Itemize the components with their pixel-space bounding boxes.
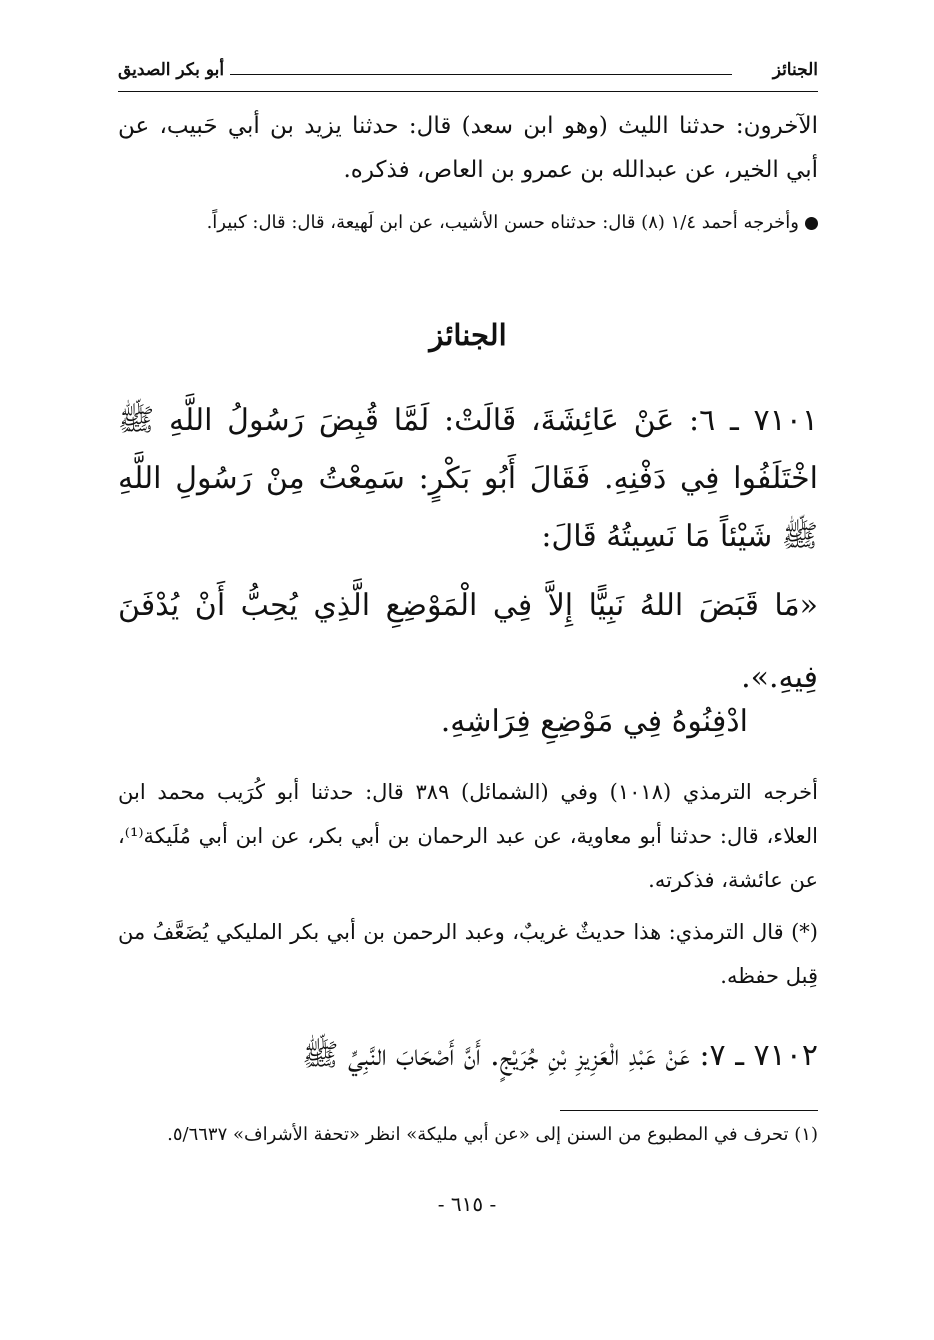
header-underline [118, 91, 818, 92]
page-number: - ٦١٥ - [437, 1192, 497, 1216]
prophetic-quote: «مَا قَبَضَ اللهُ نَبِيًّا إِلاَّ فِي الْمَوْضِعِ الَّذِي يُحِبُّ أَنْ يُدْفَنَ فِيهِ.». [118, 588, 818, 695]
comment-paragraph: (*) قال الترمذي: هذا حديثٌ غريبٌ، وعبد الرحمن بن أبي بكر المليكي يُضَعَّفُ من قِبل حفظه. [118, 920, 818, 988]
takhrij-paragraph: أخرجه الترمذي (١٠١٨) وفي (الشمائل) ٣٨٩ قال: حدثنا أبو كُرَيب محمد ابن العلاء، قال: حدثنا أبو معاوية، عن عبد الرحمان بن أبي بكر، عن ابن أبي مُلَيكة⁽¹⁾، عن عائشة، فذكرته. [118, 780, 818, 892]
footnote: (١) تحرف في المطبوع من السنن إلى «عن أبي مليكة» انظر «تحفة الأشراف» ٥/٦٦٣٧. [167, 1124, 818, 1145]
hadith-7102: ٧١٠٢ ـ ٧: عَنْ عَبْدِ الْعَزِيزِ بْنِ جُرَيْجٍ. أَنَّ أَصْحَابَ النَّبِيِّ ﷺ [302, 1038, 818, 1073]
bullet-dot-icon [805, 217, 818, 230]
hadith-conclusion: ادْفِنُوهُ فِي مَوْضِعِ فِرَاشِهِ. [440, 704, 748, 739]
header-rule [230, 74, 732, 75]
note-text: وأخرجه أحمد ١/٤ (٨) قال: حدثناه حسن الأشيب، عن ابن لَهيعة، قال: قال: كبيراً. [206, 212, 799, 233]
header-chapter: الجنائز [772, 60, 818, 80]
header-book-title: أبو بكر الصديق [118, 60, 225, 80]
note-paragraph [118, 204, 818, 242]
footnote-separator [560, 1110, 818, 1111]
hadith-7101: ٧١٠١ ـ ٦: عَنْ عَائِشَةَ، قَالَتْ: لَمَّا قُبِضَ رَسُولُ اللَّهِ ﷺ اخْتَلَفُوا فِي دَفْنِهِ. فَقَالَ أَبُو بَكْرٍ: سَمِعْتُ مِنْ رَسُولِ اللَّهِ ﷺ شَيْئاً مَا نَسِيتُهُ قَالَ: [118, 403, 818, 554]
section-title: الجنائز [429, 318, 507, 352]
running-header [118, 60, 818, 94]
previous-text: الآخرون: حدثنا الليث (وهو ابن سعد) قال: حدثنا يزيد بن أبي حَبيب، عن أبي الخير، عن عبدالله بن عمرو بن العاص، فذكره. [118, 113, 818, 183]
